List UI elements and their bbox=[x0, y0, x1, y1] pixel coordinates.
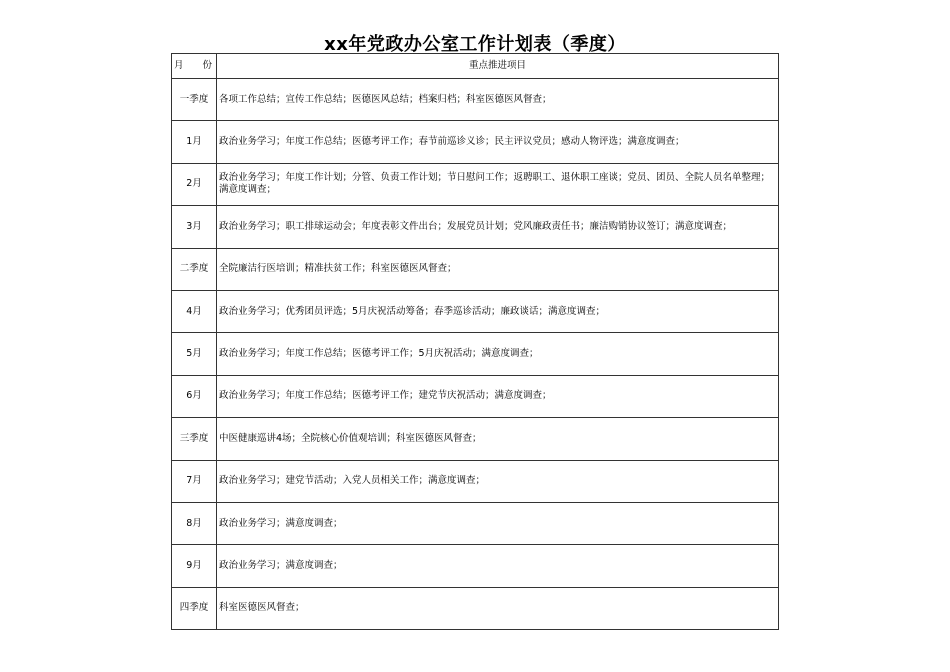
period-cell: 8月 bbox=[172, 502, 217, 544]
period-cell: 3月 bbox=[172, 206, 217, 248]
table-row bbox=[172, 502, 779, 544]
items-cell: 全院廉洁行医培训；精准扶贫工作；科室医德医风督查； bbox=[217, 248, 779, 290]
table-row bbox=[172, 333, 779, 375]
items-cell: 政治业务学习；优秀团员评选；5月庆祝活动筹备；春季巡诊活动；廉政谈话；满意度调查； bbox=[217, 290, 779, 332]
table-row bbox=[172, 587, 779, 629]
period-cell: 5月 bbox=[172, 333, 217, 375]
period-cell: 6月 bbox=[172, 375, 217, 417]
items-cell: 各项工作总结；宣传工作总结；医德医风总结；档案归档；科室医德医风督查； bbox=[217, 79, 779, 121]
table-row bbox=[172, 460, 779, 502]
items-cell: 政治业务学习；满意度调查； bbox=[217, 545, 779, 587]
items-cell: 政治业务学习；满意度调查； bbox=[217, 502, 779, 544]
header-items: 重点推进项目 bbox=[217, 54, 779, 79]
items-cell: 政治业务学习；年度工作总结；医德考评工作；建党节庆祝活动；满意度调查； bbox=[217, 375, 779, 417]
page-title: xx年党政办公室工作计划表（季度） bbox=[324, 34, 626, 55]
table-row bbox=[172, 248, 779, 290]
items-cell: 政治业务学习；建党节活动；入党人员相关工作；满意度调查； bbox=[217, 460, 779, 502]
items-cell: 政治业务学习；年度工作总结；医德考评工作；春节前巡诊义诊；民主评议党员；感动人物评选；满意度调查； bbox=[217, 121, 779, 163]
period-cell: 9月 bbox=[172, 545, 217, 587]
period-cell: 4月 bbox=[172, 290, 217, 332]
table-row bbox=[172, 79, 779, 121]
period-cell: 7月 bbox=[172, 460, 217, 502]
items-cell: 科室医德医风督查； bbox=[217, 587, 779, 629]
period-cell: 四季度 bbox=[172, 587, 217, 629]
table-header-row bbox=[172, 54, 779, 79]
items-cell: 政治业务学习；职工排球运动会；年度表彰文件出台；发展党员计划；党风廉政责任书；廉洁购销协议签订；满意度调查； bbox=[217, 206, 779, 248]
items-cell: 中医健康巡讲4场；全院核心价值观培训；科室医德医风督查； bbox=[217, 418, 779, 460]
period-cell: 一季度 bbox=[172, 79, 217, 121]
period-cell: 三季度 bbox=[172, 418, 217, 460]
header-month-b: 份 bbox=[202, 60, 212, 71]
table-row bbox=[172, 206, 779, 248]
table-row bbox=[172, 290, 779, 332]
items-cell: 政治业务学习；年度工作总结；医德考评工作；5月庆祝活动；满意度调查； bbox=[217, 333, 779, 375]
header-month-a: 月 bbox=[174, 60, 184, 71]
table-row bbox=[172, 163, 779, 205]
header-month bbox=[172, 54, 217, 79]
work-plan-table bbox=[171, 53, 779, 630]
table-row bbox=[172, 418, 779, 460]
period-cell: 1月 bbox=[172, 121, 217, 163]
period-cell: 2月 bbox=[172, 163, 217, 205]
table-row bbox=[172, 375, 779, 417]
table-row bbox=[172, 545, 779, 587]
period-cell: 二季度 bbox=[172, 248, 217, 290]
table-row bbox=[172, 121, 779, 163]
items-cell: 政治业务学习；年度工作计划；分管、负责工作计划；节日慰问工作；返聘职工、退休职工座谈；党员、团员、全院人员名单整理；满意度调查； bbox=[217, 163, 779, 205]
